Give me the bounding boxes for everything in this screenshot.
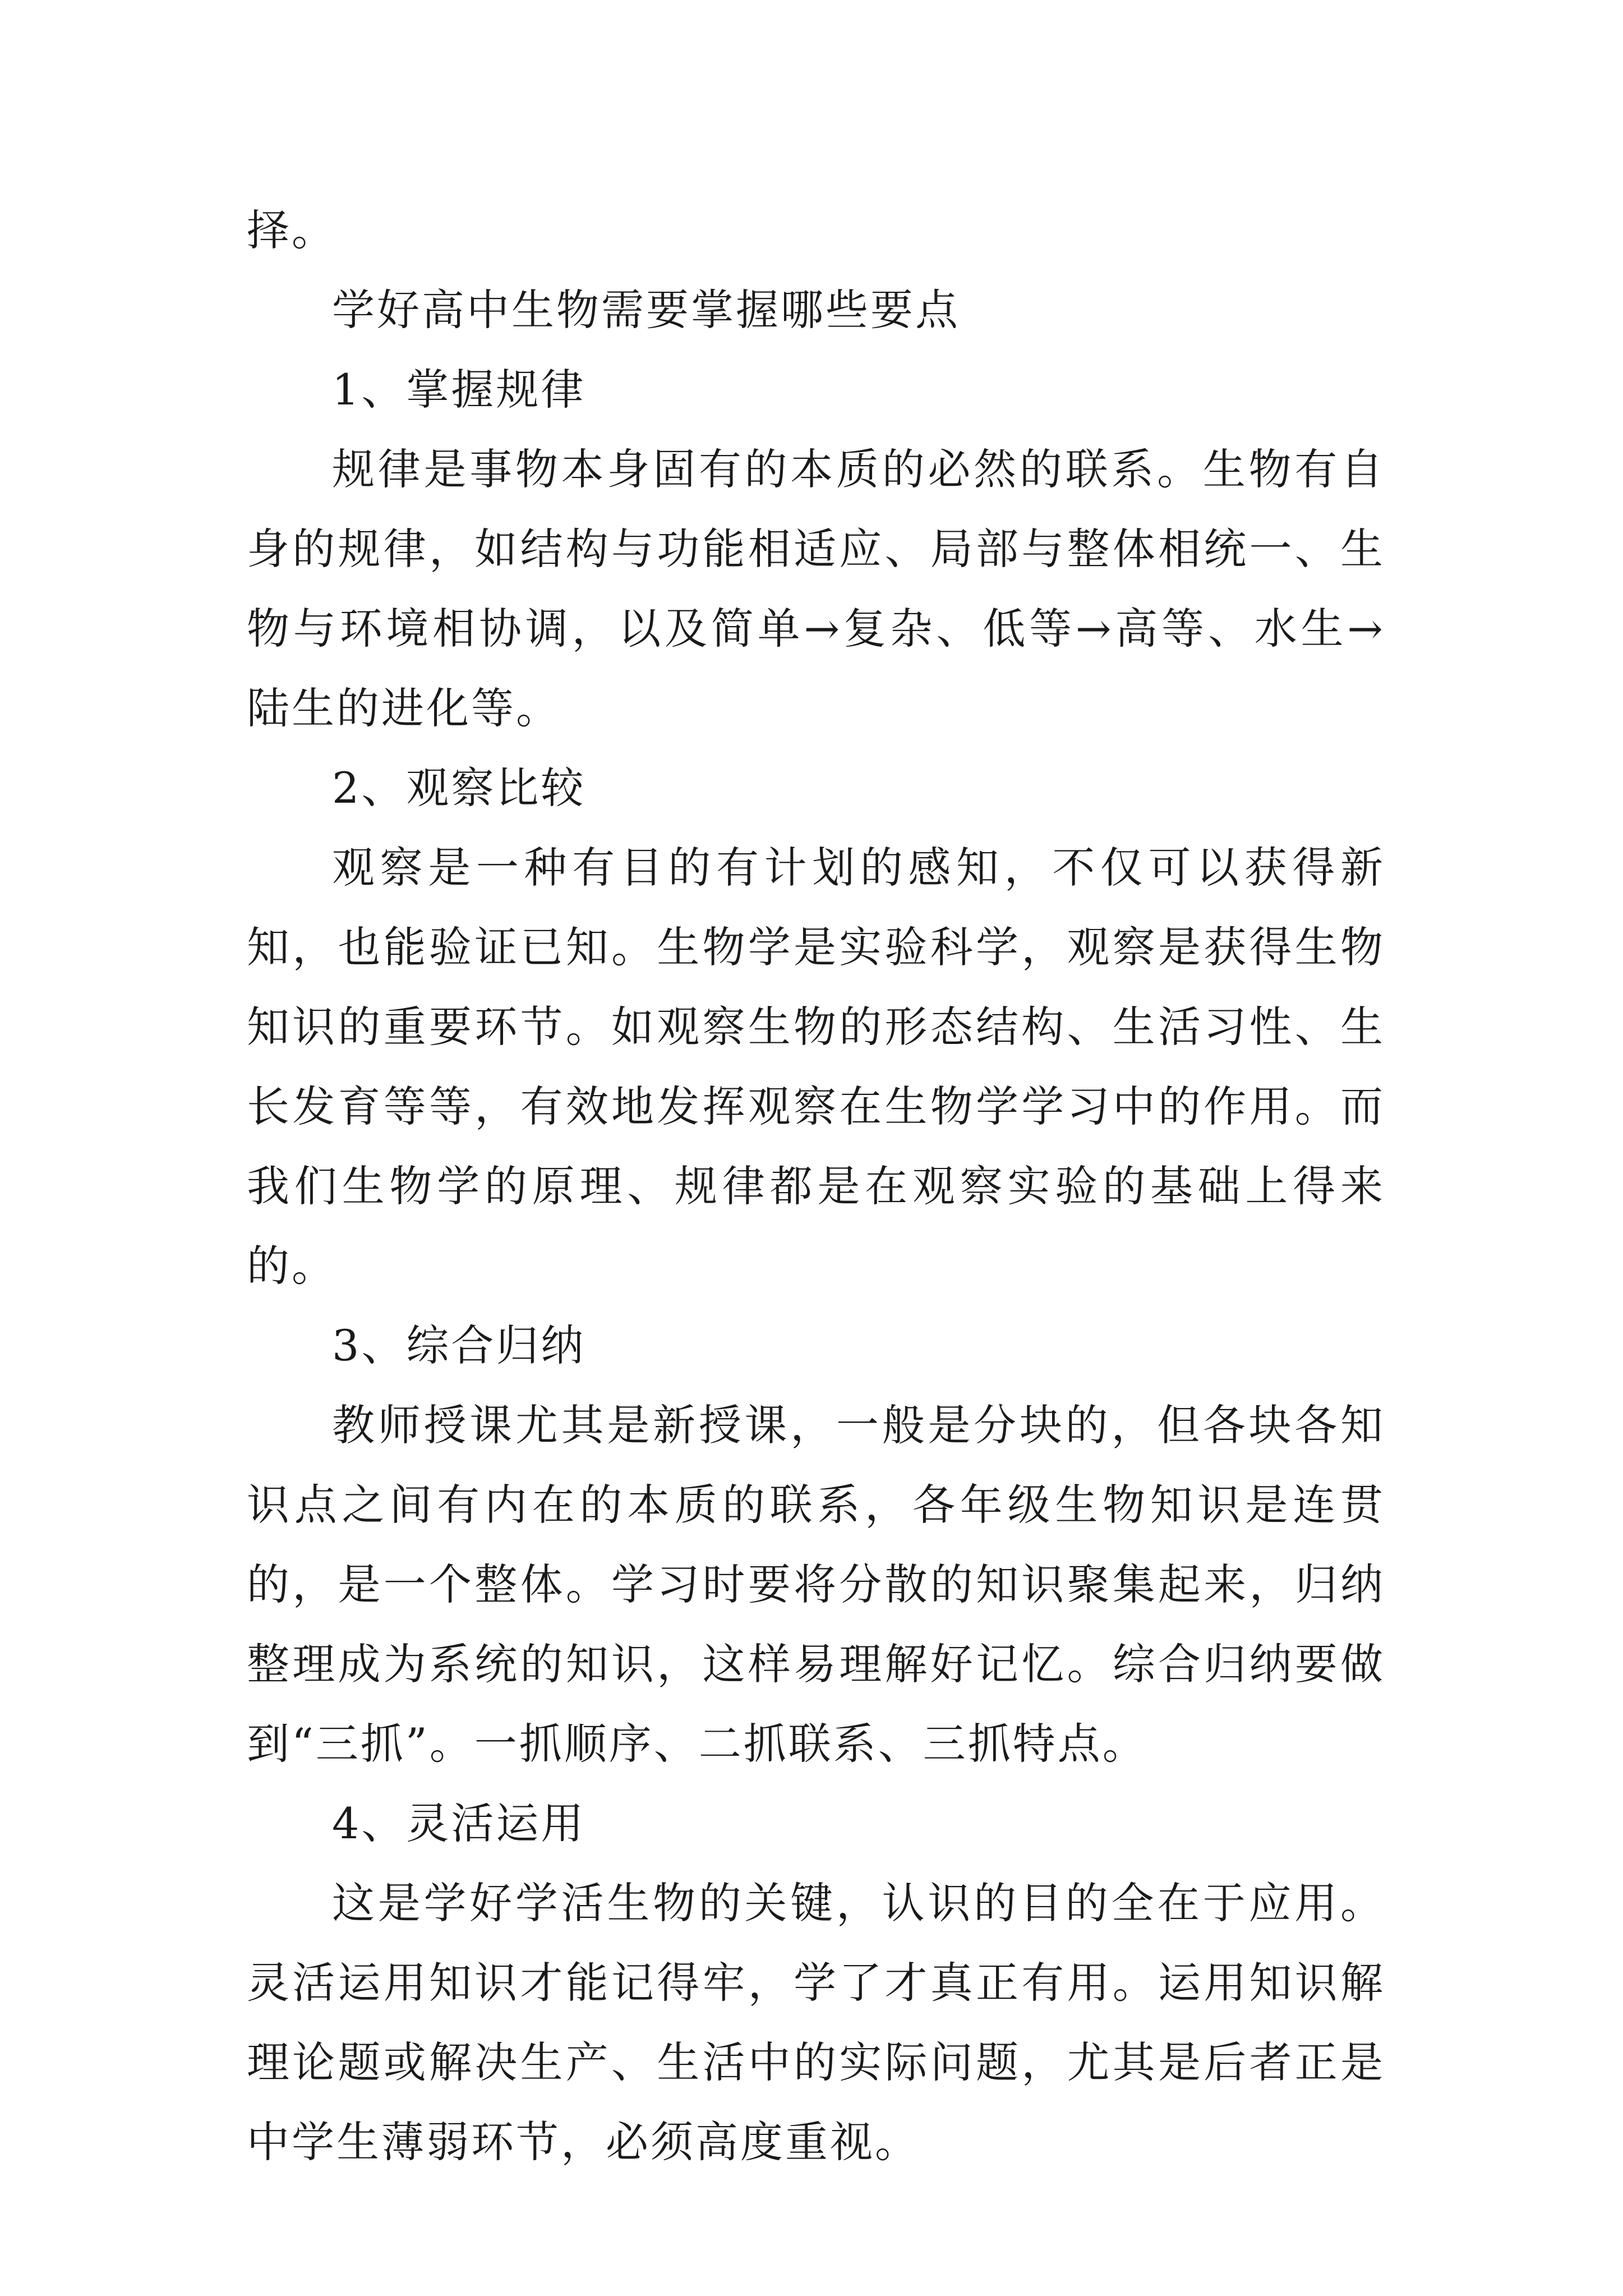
section-heading-1: 1、掌握规律 — [332, 365, 586, 415]
section-body-1: 规律是事物本身固有的本质的必然的联系。生物有自身的规律，如结构与功能相适应、局部与整体相统一、生物与环境相协调，以及简单→复杂、低等→高等、水生→陆生的进化等。 — [247, 444, 1385, 733]
intro-tail-text: 择。 — [247, 205, 336, 255]
section-body-2: 观察是一种有目的有计划的感知，不仅可以获得新知，也能验证已知。生物学是实验科学，观察是获得生物知识的重要环节。如观察生物的形态结构、生活习性、生长发育等等，有效地发挥观察在生物学学习中的作用。而我们生物学的原理、规律都是在观察实验的基础上得来的。 — [247, 843, 1385, 1291]
section-body-3: 教师授课尤其是新授课，一般是分块的，但各块各知识点之间有内在的本质的联系，各年级生物知识是连贯的，是一个整体。学习时要将分散的知识聚集起来，归纳整理成为系统的知识，这样易理解好记忆。综合归纳要做到“三抓”。一抓顺序、二抓联系、三抓特点。 — [247, 1400, 1385, 1769]
section-heading-4: 4、灵活运用 — [332, 1798, 586, 1848]
section-heading-2: 2、观察比较 — [332, 763, 586, 813]
document-body — [247, 191, 1385, 2182]
section-heading-3: 3、综合归纳 — [332, 1320, 586, 1370]
document-title: 学好高中生物需要掌握哪些要点 — [332, 285, 960, 335]
section-body-4: 这是学好学活生物的关键，认识的目的全在于应用。灵活运用知识才能记得牢，学了才真正有用。运用知识解理论题或解决生产、生活中的实际问题，尤其是后者正是中学生薄弱环节，必须高度重视。 — [247, 1878, 1385, 2167]
